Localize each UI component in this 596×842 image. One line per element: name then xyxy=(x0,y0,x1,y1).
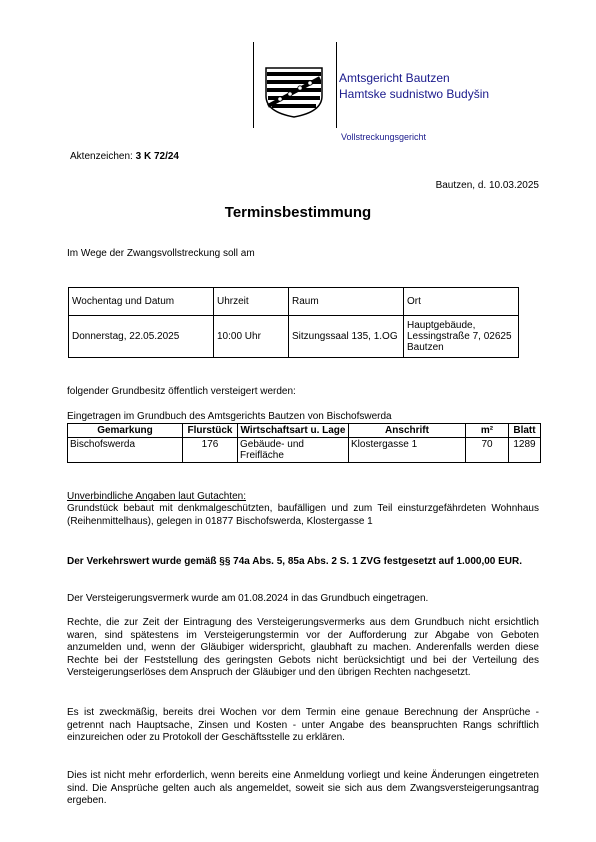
table-row xyxy=(69,288,519,316)
file-reference-label: Aktenzeichen: xyxy=(70,151,133,162)
letterhead-divider-right xyxy=(336,42,337,128)
file-reference xyxy=(70,151,179,164)
market-value: Der Verkehrswert wurde gemäß §§ 74a Abs. 5, 85a Abs. 2 S. 1 ZVG festgesetzt auf 1.000,00 EUR. xyxy=(67,556,523,567)
table-row xyxy=(68,424,541,438)
appraisal-heading: Unverbindliche Angaben laut Gutachten: xyxy=(67,491,247,502)
table-cell: Hauptgebäude, Lessingstraße 7, 02625 Bautzen xyxy=(404,316,519,358)
auction-text: folgender Grundbesitz öffentlich versteigert werden: xyxy=(67,386,296,397)
rights-paragraph: Rechte, die zur Zeit der Eintragung des Versteigerungsvermerks aus dem Grundbuch nicht ersichtlich waren, sind spätestens im Versteigerungstermin vor der Aufforderung zur Abgabe von Geboten anzumelden und, wenn der Gläubiger widerspricht, glaubhaft zu machen. Anderenfalls werden diese Rechte bei der Feststellung des geringsten Gebots nicht berücksichtigt und bei der Verteilung des Versteigerungserlöses dem Anspruch der Gläubiger und den übrigen Rechten nachgesetzt. xyxy=(67,617,539,678)
land-register-text: Eingetragen im Grundbuch des Amtsgerichts Bautzen von Bischofswerda xyxy=(67,411,392,422)
place-date: Bautzen, d. 10.03.2025 xyxy=(435,180,539,191)
table-cell: 10:00 Uhr xyxy=(214,316,289,358)
registration-note: Der Versteigerungsvermerk wurde am 01.08.2024 in das Grundbuch eingetragen. xyxy=(67,593,429,604)
table-header: m² xyxy=(466,424,509,438)
table-header: Flurstück xyxy=(183,424,238,438)
coat-of-arms-logo xyxy=(264,66,324,118)
table-header: Wochentag und Datum xyxy=(69,288,214,316)
table-cell: Bischofswerda xyxy=(68,438,183,463)
table-row xyxy=(68,438,541,463)
table-header: Wirtschaftsart u. Lage xyxy=(238,424,349,438)
court-department: Vollstreckungsgericht xyxy=(341,132,427,142)
table-header: Uhrzeit xyxy=(214,288,289,316)
advice-paragraph: Es ist zweckmäßig, bereits drei Wochen vor dem Termin eine genaue Berechnung der Ansprüche - getrennt nach Hauptsache, Zinsen und Kosten - unter Angabe des beanspruchten Rangs schriftlich einzureichen oder zu Protokoll der Geschäftsstelle zu erklären. xyxy=(67,707,539,743)
file-reference-value: 3 K 72/24 xyxy=(135,151,179,162)
table-cell: 176 xyxy=(183,438,238,463)
intro-text: Im Wege der Zwangsvollstreckung soll am xyxy=(67,248,255,259)
final-paragraph: Dies ist nicht mehr erforderlich, wenn bereits eine Anmeldung vorliegt und keine Änderungen eingetreten sind. Die Ansprüche gelten auch als angemeldet, soweit sie sich aus dem Zwangsversteigerungsantrag ergeben. xyxy=(67,770,539,806)
table-cell: Sitzungssaal 135, 1.OG xyxy=(289,316,404,358)
letterhead-divider-left xyxy=(253,42,254,128)
table-header: Anschrift xyxy=(349,424,466,438)
table-cell: Gebäude- und Freifläche xyxy=(238,438,349,463)
table-cell: Donnerstag, 22.05.2025 xyxy=(69,316,214,358)
appraisal-text: Grundstück bebaut mit denkmalgeschützten, baufälligen und zum Teil einsturzgefährdeten Wohnhaus (Reihenmittelhaus), gelegen in 01877 Bischofswerda, Klostergasse 1 xyxy=(67,503,539,527)
court-name-sorbian: Hamtske sudnistwo Budyšin xyxy=(339,87,490,101)
table-row xyxy=(69,316,519,358)
court-name-german: Amtsgericht Bautzen xyxy=(339,71,450,85)
table-cell: 1289 xyxy=(509,438,541,463)
table-cell: 70 xyxy=(466,438,509,463)
table-cell: Klostergasse 1 xyxy=(349,438,466,463)
table-header: Raum xyxy=(289,288,404,316)
appointment-table xyxy=(68,287,519,358)
table-header: Blatt xyxy=(509,424,541,438)
table-header: Ort xyxy=(404,288,519,316)
land-table xyxy=(67,423,541,463)
table-header: Gemarkung xyxy=(68,424,183,438)
document-title: Terminsbestimmung xyxy=(224,204,372,221)
